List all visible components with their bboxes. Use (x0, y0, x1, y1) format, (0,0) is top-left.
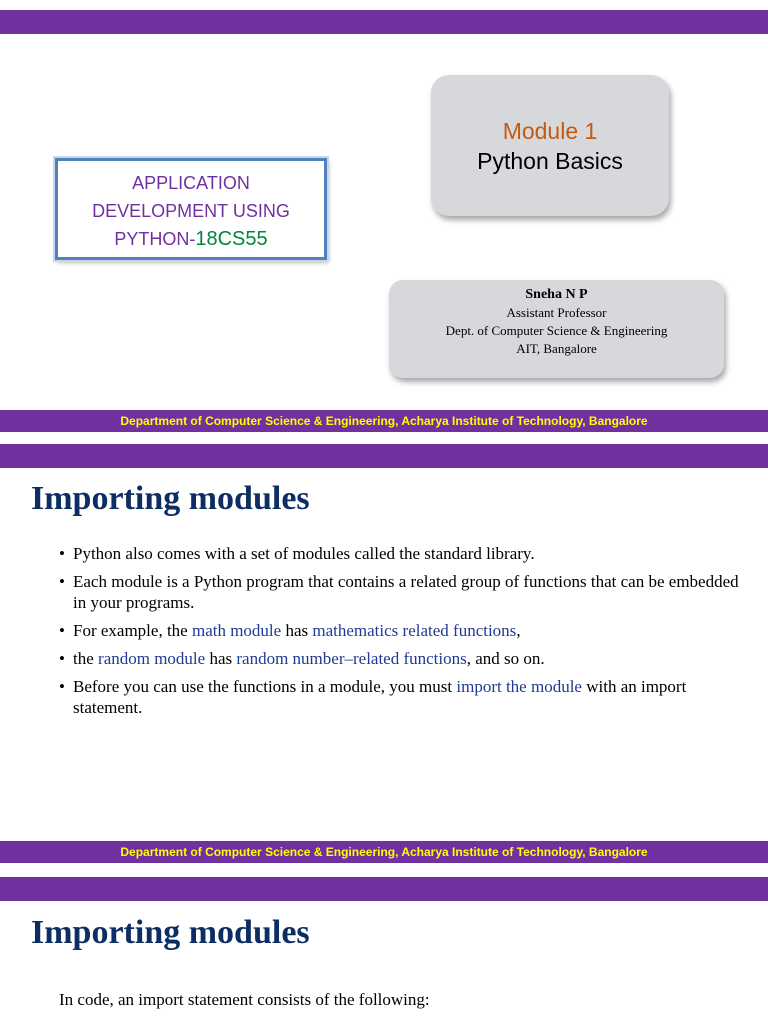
intro-text: In code, an import statement consists of the following: (59, 990, 430, 1009)
highlight-text: math module (191, 621, 282, 640)
bullet-icon: • (59, 677, 65, 696)
title-slide (0, 0, 768, 432)
bullet-item: • Python also comes with a set of modules called the standard library. (59, 544, 535, 563)
author-role: Assistant Professor (506, 305, 607, 320)
slide-title: Importing modules (31, 480, 310, 517)
bullet-icon: • (59, 572, 65, 591)
bullet-item: • For example, the math module has mathematics related functions, (59, 621, 521, 640)
highlight-text: random number–related functions (236, 649, 467, 668)
course-prefix: PYTHON- (114, 229, 196, 249)
course-code: 18CS55 (195, 228, 268, 250)
bullet-item: • Each module is a Python program that contains a related group of functions that can be embedded in your programs. (59, 572, 739, 612)
course-title-box (55, 158, 327, 260)
course-line-3 (58, 225, 324, 253)
module-box (431, 75, 669, 216)
author-box (389, 280, 724, 378)
highlight-text: random module (98, 649, 206, 668)
footer-bar: Department of Computer Science & Engineering, Acharya Institute of Technology, Bangalore (0, 841, 768, 863)
bullet-list (59, 543, 739, 725)
module-title: Module 1 (502, 118, 598, 144)
bullet-item: • the random module has random number–related functions, and so on. (59, 649, 545, 668)
bullet-icon: • (59, 621, 65, 640)
bullet-item: • Before you can use the functions in a module, you must import the module with an import statement. (59, 677, 687, 717)
top-bar (0, 444, 768, 468)
top-bar (0, 10, 768, 34)
import-statement-slide (0, 864, 768, 1024)
footer-bar: Department of Computer Science & Engineering, Acharya Institute of Technology, Bangalore (0, 410, 768, 432)
top-bar (0, 877, 768, 901)
author-name: Sneha N P (525, 287, 588, 302)
highlight-text: mathematics related functions (312, 621, 517, 640)
bullet-icon: • (59, 544, 65, 563)
bullet-icon: • (59, 649, 65, 668)
author-place: AIT, Bangalore (516, 341, 597, 356)
course-line-1: APPLICATION (132, 173, 250, 193)
highlight-text: import the module (456, 677, 582, 696)
module-subtitle: Python Basics (477, 148, 623, 174)
author-dept: Dept. of Computer Science & Engineering (445, 323, 668, 338)
importing-modules-slide (0, 432, 768, 864)
course-line-2: DEVELOPMENT USING (92, 201, 290, 221)
slide-title: Importing modules (31, 914, 310, 951)
